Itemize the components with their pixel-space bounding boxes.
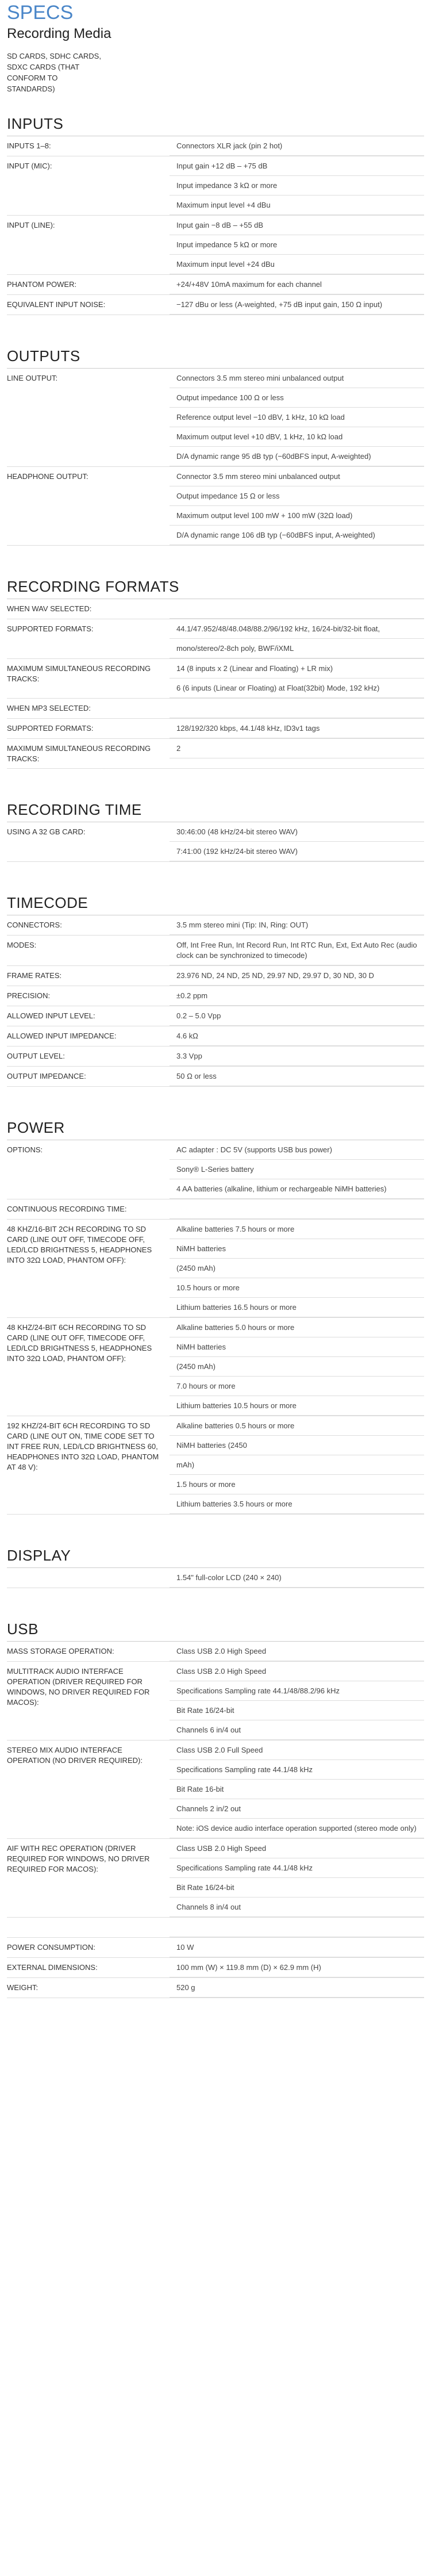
spec-label: WHEN MP3 SELECTED:	[7, 704, 91, 712]
spec-row	[7, 1662, 424, 1740]
spec-group	[7, 1918, 424, 1938]
spec-label: AIF WITH REC OPERATION (DRIVER REQUIRED FOR WINDOWS, NO DRIVER REQUIRED FOR MACOS):	[7, 1844, 150, 1873]
spec-value: 30:46:00 (48 kHz/24-bit stereo WAV)	[170, 822, 424, 842]
spec-row	[7, 136, 424, 156]
spec-value: Bit Rate 16/24-bit	[170, 1701, 424, 1720]
spec-group	[7, 599, 424, 619]
section-1	[7, 347, 424, 546]
spec-label: OUTPUT LEVEL:	[7, 1052, 65, 1060]
spec-row	[7, 699, 424, 718]
spec-group	[7, 216, 424, 275]
spec-value: Channels 8 in/4 out	[170, 1897, 424, 1917]
spec-value: 4.6 kΩ	[170, 1026, 424, 1046]
spec-group	[7, 1741, 424, 1839]
spec-row	[7, 1026, 424, 1046]
spec-value: Specifications Sampling rate 44.1/48 kHz	[170, 1760, 424, 1780]
section-title: RECORDING FORMATS	[7, 578, 424, 599]
spec-value: 23.976 ND, 24 ND, 25 ND, 29.97 ND, 29.97 D, 30 ND, 30 D	[170, 966, 424, 986]
section-5	[7, 1119, 424, 1515]
spec-value: −127 dBu or less (A-weighted, +75 dB input gain, 150 Ω input)	[170, 295, 424, 315]
spec-row	[7, 216, 424, 274]
spec-values	[170, 136, 424, 156]
spec-value: Lithium batteries 3.5 hours or more	[170, 1494, 424, 1514]
spec-row	[7, 966, 424, 986]
spec-values	[170, 467, 424, 545]
spec-group	[7, 1006, 424, 1026]
section-0	[7, 115, 424, 315]
spec-group	[7, 369, 424, 467]
spec-group	[7, 915, 424, 936]
spec-row	[7, 1568, 424, 1588]
spec-label: POWER CONSUMPTION:	[7, 1943, 95, 1952]
spec-values	[170, 1978, 424, 1998]
spec-group	[7, 739, 424, 769]
spec-group	[7, 1140, 424, 1199]
spec-row	[7, 1642, 424, 1661]
spec-group	[7, 1938, 424, 1958]
spec-group	[7, 1199, 424, 1220]
spec-group	[7, 467, 424, 546]
spec-value: 128/192/320 kbps, 44.1/48 kHz, ID3v1 tags	[170, 719, 424, 738]
spec-value	[170, 1199, 424, 1219]
spec-value: NiMH batteries	[170, 1239, 424, 1259]
spec-values	[170, 966, 424, 986]
spec-group	[7, 1642, 424, 1662]
spec-values	[170, 1741, 424, 1838]
spec-label: WEIGHT:	[7, 1983, 39, 1992]
spec-label	[7, 1918, 170, 1937]
spec-group	[7, 1416, 424, 1515]
spec-label: SUPPORTED FORMATS:	[7, 724, 94, 733]
spec-label: CONNECTORS:	[7, 921, 62, 929]
spec-value: D/A dynamic range 106 dB typ (−60dBFS input, A-weighted)	[170, 526, 424, 545]
spec-value: 3.5 mm stereo mini (Tip: IN, Ring: OUT)	[170, 915, 424, 935]
spec-sections	[7, 115, 424, 1998]
spec-value	[170, 599, 424, 619]
spec-label: MASS STORAGE OPERATION:	[7, 1647, 114, 1655]
spec-value: Off, Int Free Run, Int Record Run, Int RTC Run, Ext, Ext Auto Rec (audio clock can be synchronized to timecode)	[170, 936, 424, 965]
spec-label: 48 KHZ/24-BIT 6CH RECORDING TO SD CARD (LINE OUT OFF, TIMECODE OFF, LED/LCD BRIGHTNESS 5, HEADPHONES INTO 32Ω LOAD, PHANTOM OFF):	[7, 1323, 152, 1363]
section-title: RECORDING TIME	[7, 801, 424, 822]
spec-value: Reference output level −10 dBV, 1 kHz, 10 kΩ load	[170, 408, 424, 427]
spec-row	[7, 986, 424, 1006]
section-title: POWER	[7, 1119, 424, 1140]
spec-value: Class USB 2.0 High Speed	[170, 1662, 424, 1681]
spec-label: INPUT (MIC):	[7, 162, 52, 170]
specs-page	[0, 1, 431, 2010]
spec-value: Connectors 3.5 mm stereo mini unbalanced output	[170, 369, 424, 388]
spec-value: Input gain −8 dB – +55 dB	[170, 216, 424, 235]
spec-group	[7, 275, 424, 295]
spec-row	[7, 1199, 424, 1219]
spec-row	[7, 1067, 424, 1086]
spec-row	[7, 275, 424, 294]
spec-value: Class USB 2.0 High Speed	[170, 1839, 424, 1858]
spec-group	[7, 136, 424, 156]
spec-label: MULTITRACK AUDIO INTERFACE OPERATION (DRIVER REQUIRED FOR WINDOWS, NO DRIVER REQUIRED FOR MACOS):	[7, 1667, 150, 1707]
spec-values	[170, 295, 424, 315]
spec-row	[7, 936, 424, 965]
spec-value: Output impedance 15 Ω or less	[170, 486, 424, 506]
spec-values	[170, 822, 424, 861]
spec-values	[170, 275, 424, 294]
spec-row	[7, 719, 424, 738]
spec-values	[170, 915, 424, 935]
spec-label: ALLOWED INPUT IMPEDANCE:	[7, 1032, 117, 1040]
spec-value: Input impedance 5 kΩ or more	[170, 235, 424, 255]
spec-row	[7, 1918, 424, 1937]
spec-row	[7, 915, 424, 935]
spec-value: AC adapter : DC 5V (supports USB bus power)	[170, 1140, 424, 1160]
spec-value: (2450 mAh)	[170, 1259, 424, 1278]
section-2	[7, 578, 424, 769]
spec-values	[170, 216, 424, 274]
spec-row	[7, 739, 424, 768]
spec-values	[170, 619, 424, 658]
spec-value: Maximum input level +4 dBu	[170, 195, 424, 215]
spec-row	[7, 369, 424, 466]
spec-group	[7, 1978, 424, 1998]
section-title: DISPLAY	[7, 1547, 424, 1568]
page-title: SPECS	[7, 2, 74, 24]
spec-value: Lithium batteries 16.5 hours or more	[170, 1298, 424, 1317]
spec-row	[7, 822, 424, 861]
spec-label: OPTIONS:	[7, 1145, 43, 1154]
spec-row	[7, 1006, 424, 1026]
spec-group	[7, 1839, 424, 1918]
spec-values	[170, 1416, 424, 1514]
spec-values	[170, 369, 424, 466]
spec-label: EQUIVALENT INPUT NOISE:	[7, 300, 106, 309]
spec-label	[7, 1568, 170, 1588]
section-7	[7, 1620, 424, 1998]
spec-values	[170, 1642, 424, 1661]
spec-value: Maximum output level +10 dBV, 1 kHz, 10 kΩ load	[170, 427, 424, 447]
spec-value: 2	[170, 739, 424, 758]
spec-label: MODES:	[7, 941, 37, 949]
spec-value: 1.5 hours or more	[170, 1475, 424, 1494]
spec-value: mono/stereo/2-8ch poly, BWF/iXML	[170, 639, 424, 658]
spec-values	[170, 936, 424, 965]
spec-value: 3.3 Vpp	[170, 1046, 424, 1066]
spec-value: Bit Rate 16/24-bit	[170, 1878, 424, 1897]
spec-row	[7, 1140, 424, 1199]
spec-group	[7, 1046, 424, 1067]
spec-values	[170, 1199, 424, 1219]
spec-value: (2450 mAh)	[170, 1357, 424, 1377]
spec-row	[7, 1958, 424, 1977]
spec-value: Note: iOS device audio interface operation supported (stereo mode only)	[170, 1819, 424, 1838]
spec-value: Output impedance 100 Ω or less	[170, 388, 424, 408]
spec-value: 1.54" full-color LCD (240 × 240)	[170, 1568, 424, 1588]
spec-group	[7, 659, 424, 699]
spec-label: PRECISION:	[7, 991, 51, 1000]
spec-values	[170, 1220, 424, 1317]
section-4	[7, 894, 424, 1087]
spec-value: Maximum input level +24 dBu	[170, 255, 424, 274]
spec-value: Specifications Sampling rate 44.1/48 kHz	[170, 1858, 424, 1878]
spec-values	[170, 659, 424, 698]
spec-label: 192 KHZ/24-BIT 6CH RECORDING TO SD CARD (LINE OUT ON, TIME CODE SET TO INT FREE RUN, LED/LCD BRIGHTNESS 60, HEADPHONES INTO 32Ω LOAD, PHANTOM AT 48 V):	[7, 1421, 159, 1471]
spec-values	[170, 1026, 424, 1046]
spec-value: 14 (8 inputs x 2 (Linear and Floating) + LR mix)	[170, 659, 424, 678]
spec-group	[7, 1220, 424, 1318]
spec-value: Class USB 2.0 Full Speed	[170, 1741, 424, 1760]
spec-label: FRAME RATES:	[7, 971, 62, 980]
spec-row	[7, 1318, 424, 1416]
spec-value: NiMH batteries (2450	[170, 1436, 424, 1455]
spec-label: ALLOWED INPUT LEVEL:	[7, 1011, 95, 1020]
spec-label: WHEN WAV SELECTED:	[7, 604, 92, 613]
spec-value: Maximum output level 100 mW + 100 mW (32Ω load)	[170, 506, 424, 526]
spec-group	[7, 936, 424, 966]
spec-group	[7, 719, 424, 739]
spec-label: INPUTS 1–8:	[7, 141, 51, 150]
spec-value: 10 W	[170, 1938, 424, 1957]
spec-label: CONTINUOUS RECORDING TIME:	[7, 1205, 127, 1213]
spec-value: Class USB 2.0 High Speed	[170, 1642, 424, 1661]
spec-values	[170, 986, 424, 1006]
spec-label: MAXIMUM SIMULTANEOUS RECORDING TRACKS:	[7, 744, 151, 763]
spec-values	[170, 1918, 424, 1937]
section-3	[7, 801, 424, 862]
spec-value: Alkaline batteries 5.0 hours or more	[170, 1318, 424, 1337]
spec-value: Input gain +12 dB – +75 dB	[170, 156, 424, 176]
spec-group	[7, 1318, 424, 1416]
spec-values	[170, 1568, 424, 1588]
spec-group	[7, 699, 424, 719]
spec-value	[170, 699, 424, 718]
spec-group	[7, 1958, 424, 1978]
recording-media-text: SD CARDS, SDHC CARDS, SDXC CARDS (THAT CONFORM TO STANDARDS)	[7, 52, 101, 93]
spec-values	[170, 719, 424, 738]
spec-values	[170, 1318, 424, 1416]
spec-values	[170, 1958, 424, 1977]
spec-value: ±0.2 ppm	[170, 986, 424, 1006]
spec-row	[7, 467, 424, 545]
spec-value: Input impedance 3 kΩ or more	[170, 176, 424, 195]
spec-label: LINE OUTPUT:	[7, 374, 58, 382]
spec-values	[170, 1140, 424, 1199]
spec-label: USING A 32 GB CARD:	[7, 827, 86, 836]
spec-value: 4 AA batteries (alkaline, lithium or rechargeable NiMH batteries)	[170, 1179, 424, 1199]
spec-row	[7, 1839, 424, 1917]
spec-value: Channels 6 in/4 out	[170, 1720, 424, 1740]
spec-value: +24/+48V 10mA maximum for each channel	[170, 275, 424, 294]
spec-value: D/A dynamic range 95 dB typ (−60dBFS input, A-weighted)	[170, 447, 424, 466]
spec-label: PHANTOM POWER:	[7, 280, 77, 289]
spec-value: Channels 2 in/2 out	[170, 1799, 424, 1819]
section-title: OUTPUTS	[7, 347, 424, 369]
spec-value: Lithium batteries 10.5 hours or more	[170, 1396, 424, 1416]
spec-group	[7, 156, 424, 216]
spec-label: SUPPORTED FORMATS:	[7, 624, 94, 633]
spec-values	[170, 1046, 424, 1066]
spec-values	[170, 1006, 424, 1026]
section-title: TIMECODE	[7, 894, 424, 915]
spec-row	[7, 619, 424, 658]
spec-value: mAh)	[170, 1455, 424, 1475]
spec-row	[7, 1416, 424, 1514]
spec-label: EXTERNAL DIMENSIONS:	[7, 1963, 98, 1972]
spec-row	[7, 659, 424, 698]
spec-value: 100 mm (W) × 119.8 mm (D) × 62.9 mm (H)	[170, 1958, 424, 1977]
spec-values	[170, 156, 424, 215]
spec-row	[7, 1741, 424, 1838]
spec-group	[7, 619, 424, 659]
spec-value: 7.0 hours or more	[170, 1377, 424, 1396]
spec-group	[7, 966, 424, 986]
section-6	[7, 1547, 424, 1588]
spec-group	[7, 295, 424, 315]
spec-label: INPUT (LINE):	[7, 221, 55, 229]
recording-media-title: Recording Media	[7, 26, 111, 41]
spec-row	[7, 1220, 424, 1317]
spec-value: NiMH batteries	[170, 1337, 424, 1357]
spec-values	[170, 1938, 424, 1957]
spec-value	[170, 1918, 424, 1937]
spec-row	[7, 156, 424, 215]
spec-value: Alkaline batteries 0.5 hours or more	[170, 1416, 424, 1436]
spec-values	[170, 699, 424, 718]
spec-group	[7, 1067, 424, 1087]
spec-values	[170, 599, 424, 619]
spec-label: STEREO MIX AUDIO INTERFACE OPERATION (NO DRIVER REQUIRED):	[7, 1746, 143, 1765]
section-title: INPUTS	[7, 115, 424, 136]
spec-label: OUTPUT IMPEDANCE:	[7, 1072, 86, 1080]
spec-value: Connector 3.5 mm stereo mini unbalanced output	[170, 467, 424, 486]
spec-value: 50 Ω or less	[170, 1067, 424, 1086]
spec-label: 48 KHZ/16-BIT 2CH RECORDING TO SD CARD (LINE OUT OFF, TIMECODE OFF, LED/LCD BRIGHTNESS 5, HEADPHONES INTO 32Ω LOAD, PHANTOM OFF):	[7, 1225, 152, 1264]
spec-value: Connectors XLR jack (pin 2 hot)	[170, 136, 424, 156]
spec-values	[170, 1067, 424, 1086]
spec-value: 44.1/47.952/48/48.048/88.2/96/192 kHz, 16/24-bit/32-bit float,	[170, 619, 424, 639]
spec-value: 0.2 – 5.0 Vpp	[170, 1006, 424, 1026]
section-title: USB	[7, 1620, 424, 1642]
spec-group	[7, 1568, 424, 1588]
spec-value: 520 g	[170, 1978, 424, 1998]
spec-value: Alkaline batteries 7.5 hours or more	[170, 1220, 424, 1239]
spec-row	[7, 1046, 424, 1066]
spec-row	[7, 295, 424, 315]
spec-value: Specifications Sampling rate 44.1/48/88.2/96 kHz	[170, 1681, 424, 1701]
spec-value: 7:41:00 (192 kHz/24-bit stereo WAV)	[170, 842, 424, 861]
spec-values	[170, 739, 424, 768]
spec-value: Bit Rate 16-bit	[170, 1780, 424, 1799]
spec-label: MAXIMUM SIMULTANEOUS RECORDING TRACKS:	[7, 664, 151, 683]
spec-group	[7, 1662, 424, 1741]
spec-group	[7, 822, 424, 862]
spec-group	[7, 986, 424, 1006]
spec-label: HEADPHONE OUTPUT:	[7, 472, 88, 481]
spec-row	[7, 1938, 424, 1957]
spec-value: Sony® L-Series battery	[170, 1160, 424, 1179]
spec-row	[7, 1978, 424, 1998]
spec-values	[170, 1839, 424, 1917]
spec-row	[7, 599, 424, 619]
spec-values	[170, 1662, 424, 1740]
spec-value: 6 (6 inputs (Linear or Floating) at Float(32bit) Mode, 192 kHz)	[170, 678, 424, 698]
spec-group	[7, 1026, 424, 1046]
spec-value: 10.5 hours or more	[170, 1278, 424, 1298]
